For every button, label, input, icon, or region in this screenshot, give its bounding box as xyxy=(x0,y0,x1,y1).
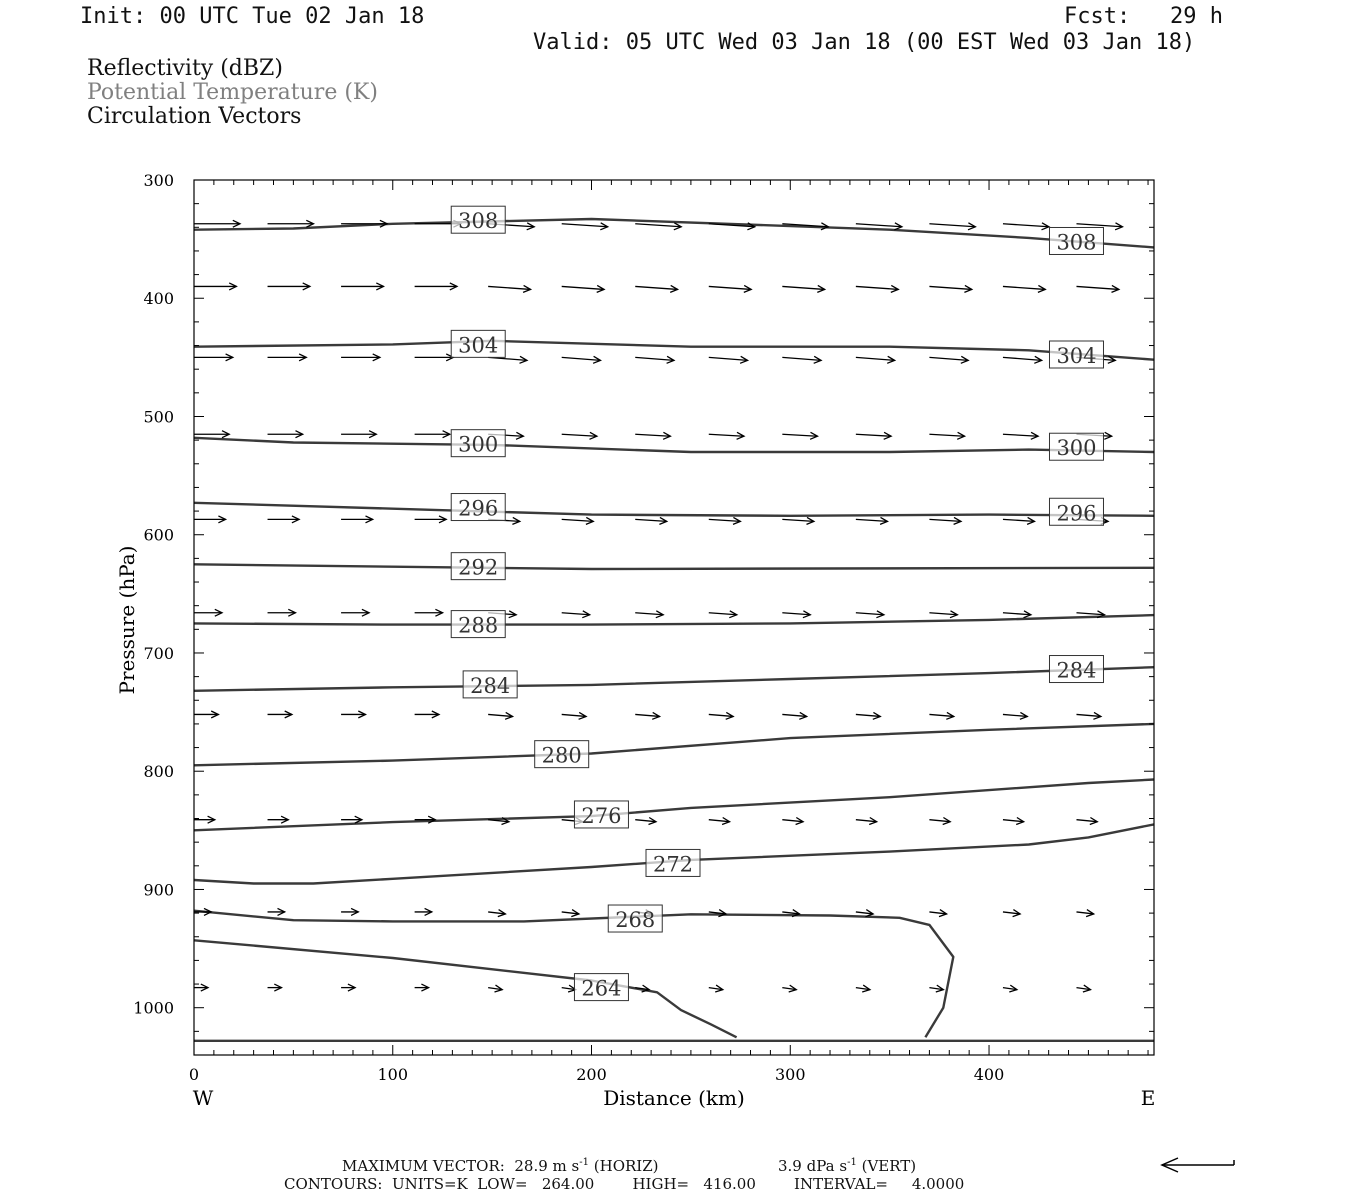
contour-label-300 xyxy=(451,430,505,457)
circulation-vector xyxy=(929,432,964,439)
circulation-vector xyxy=(268,609,296,616)
vector-shaft xyxy=(1003,434,1038,436)
circulation-vector xyxy=(782,432,817,439)
init-time: Init: 00 UTC Tue 02 Jan 18 xyxy=(80,4,425,29)
vector-shaft xyxy=(635,434,670,436)
circulation-vector xyxy=(782,285,824,292)
circulation-vector xyxy=(488,712,512,719)
contour-label-text: 296 xyxy=(458,496,499,521)
contour-label-text: 268 xyxy=(615,908,656,933)
contour-label-304 xyxy=(1049,341,1103,368)
circulation-vector xyxy=(1076,818,1097,825)
circulation-vector xyxy=(562,712,586,719)
y-tick-label: 700 xyxy=(143,643,174,663)
contour-label-268 xyxy=(608,905,662,932)
circulation-vector xyxy=(709,611,737,618)
theta-contour-304 xyxy=(194,341,1154,360)
theta-contour-284 xyxy=(194,667,1154,691)
circulation-vector xyxy=(562,356,601,363)
vector-shaft xyxy=(929,519,961,521)
circulation-vector xyxy=(709,985,723,992)
circulation-vector xyxy=(929,517,961,524)
circulation-vector xyxy=(635,611,663,618)
contour-label-text: 308 xyxy=(458,209,499,234)
circulation-vector xyxy=(341,516,373,523)
circulation-vector xyxy=(268,984,282,991)
circulation-vector xyxy=(1003,910,1020,917)
theta-contour-300 xyxy=(194,438,1154,452)
theta-contour-276 xyxy=(194,780,1154,831)
circulation-vector xyxy=(1076,712,1100,719)
circulation-vector xyxy=(488,285,530,292)
contour-label-text: 264 xyxy=(581,976,622,1001)
vector-shaft xyxy=(782,286,824,289)
horiz-value: 28.9 m s xyxy=(514,1157,580,1175)
contour-label-276 xyxy=(574,801,628,828)
contour-label-text: 300 xyxy=(1056,436,1097,461)
circulation-vector xyxy=(856,985,870,992)
max-vector-line xyxy=(342,1158,659,1174)
vector-shaft xyxy=(1076,286,1118,289)
circulation-vector xyxy=(856,285,898,292)
circulation-vector xyxy=(415,984,429,991)
vector-shaft xyxy=(856,286,898,289)
vector-shaft xyxy=(488,286,530,289)
circulation-vector xyxy=(415,354,454,361)
contour-label-284 xyxy=(1049,656,1103,683)
theta-contour-296 xyxy=(194,503,1154,516)
horiz-tag: (HORIZ) xyxy=(593,1157,659,1175)
circulation-vector xyxy=(929,356,968,363)
contour-label-text: 292 xyxy=(458,555,499,580)
legend-potential-temperature: Potential Temperature (K) xyxy=(87,80,378,105)
circulation-vector xyxy=(782,985,796,992)
y-tick-label: 600 xyxy=(143,525,174,545)
circulation-vector xyxy=(709,818,730,825)
vector-shaft xyxy=(856,224,902,227)
circulation-vector xyxy=(562,611,590,618)
vector-shaft xyxy=(562,286,604,289)
contour-label-300 xyxy=(1049,433,1103,460)
vector-shaft xyxy=(709,286,751,289)
vector-shaft xyxy=(709,357,748,360)
contour-label-292 xyxy=(451,553,505,580)
circulation-vector xyxy=(194,816,215,823)
contour-label-304 xyxy=(451,330,505,357)
contour-label-text: 276 xyxy=(581,803,622,828)
circulation-vector xyxy=(194,711,218,718)
circulation-vector xyxy=(782,712,806,719)
circulation-vector xyxy=(635,712,659,719)
contour-label-text: 304 xyxy=(1056,344,1097,368)
vector-shaft xyxy=(562,434,597,436)
circulation-vector xyxy=(341,283,383,290)
circulation-vector xyxy=(635,285,677,292)
theta-contour-280 xyxy=(194,724,1154,765)
vector-shaft xyxy=(562,224,608,227)
legend-circulation-vectors: Circulation Vectors xyxy=(87,104,302,129)
contour-label-text: 300 xyxy=(458,432,499,457)
y-tick-label: 1000 xyxy=(133,998,174,1018)
circulation-vector xyxy=(635,432,670,439)
circulation-vector xyxy=(1076,985,1090,992)
contour-label-text: 280 xyxy=(541,743,582,768)
circulation-vector xyxy=(194,908,211,915)
circulation-vector xyxy=(856,517,888,524)
vector-shaft xyxy=(709,434,744,436)
circulation-vector xyxy=(929,910,946,917)
theta-contour-268 xyxy=(194,911,953,1038)
circulation-vector xyxy=(194,984,208,991)
contour-label-296 xyxy=(451,494,505,521)
circulation-vector xyxy=(194,220,240,227)
circulation-vector xyxy=(562,910,579,917)
circulation-vector xyxy=(1003,517,1035,524)
circulation-vector xyxy=(856,432,891,439)
circulation-vector xyxy=(929,985,943,992)
contour-label-288 xyxy=(451,611,505,638)
circulation-vector xyxy=(1003,712,1027,719)
circulation-vector xyxy=(415,431,450,438)
circulation-vector xyxy=(1003,432,1038,439)
circulation-vector xyxy=(1003,818,1024,825)
vector-shaft xyxy=(635,357,674,360)
plot-frame xyxy=(194,180,1154,1055)
vector-shaft xyxy=(782,434,817,436)
vector-shaft xyxy=(929,286,971,289)
contour-label-296 xyxy=(1049,498,1103,525)
circulation-vector xyxy=(1003,285,1045,292)
contour-label-text: 272 xyxy=(652,852,694,877)
vector-shaft xyxy=(929,357,968,360)
x-tick-label: 200 xyxy=(576,1065,607,1084)
vector-shaft xyxy=(562,519,594,521)
circulation-vector xyxy=(856,356,895,363)
x-axis-east-label: E xyxy=(1140,1086,1156,1110)
circulation-vector xyxy=(415,711,439,718)
x-tick-label: 300 xyxy=(774,1065,806,1084)
circulation-vector xyxy=(341,431,376,438)
circulation-vector xyxy=(268,711,292,718)
x-tick-label: 400 xyxy=(973,1065,1005,1084)
circulation-vector xyxy=(1076,910,1093,917)
circulation-vector xyxy=(562,432,597,439)
reference-vector xyxy=(1162,1158,1234,1172)
circulation-vector xyxy=(341,984,355,991)
vert-tag: (VERT) xyxy=(861,1157,917,1175)
circulation-vector xyxy=(709,432,744,439)
circulation-vector xyxy=(856,818,877,825)
vert-vector-line xyxy=(778,1158,916,1174)
circulation-vector xyxy=(194,354,233,361)
vector-shaft xyxy=(1076,224,1122,227)
circulation-vector xyxy=(341,908,358,915)
y-tick-label: 900 xyxy=(143,880,174,900)
contour-label-text: 284 xyxy=(1056,658,1097,683)
circulation-vector xyxy=(709,517,741,524)
y-tick-label: 800 xyxy=(143,762,174,782)
circulation-vector xyxy=(929,818,950,825)
vector-shaft xyxy=(1003,357,1042,360)
vector-shaft xyxy=(856,434,891,436)
circulation-vector xyxy=(562,517,594,524)
circulation-vector xyxy=(194,431,229,438)
contours-info: CONTOURS: UNITS=K LOW= 264.00 HIGH= 416.00 INTERVAL= 4.0000 xyxy=(284,1175,965,1193)
circulation-vector xyxy=(856,611,884,618)
circulation-vector xyxy=(929,285,971,292)
circulation-vector xyxy=(268,516,300,523)
vector-shaft xyxy=(635,286,677,289)
theta-contour-264 xyxy=(194,940,737,1037)
y-axis-label: Pressure (hPa) xyxy=(115,545,139,695)
x-tick-label: 0 xyxy=(188,1065,200,1084)
circulation-vector xyxy=(709,285,751,292)
circulation-vector xyxy=(268,816,289,823)
circulation-vector xyxy=(194,609,222,616)
vector-shaft xyxy=(1003,519,1035,521)
circulation-vector xyxy=(268,283,310,290)
circulation-vector xyxy=(929,712,953,719)
legend-reflectivity: Reflectivity (dBZ) xyxy=(87,56,283,81)
circulation-vector xyxy=(782,356,821,363)
contour-label-308 xyxy=(451,206,505,233)
circulation-vector xyxy=(635,818,656,825)
vector-shaft xyxy=(1003,286,1045,289)
circulation-vector xyxy=(341,354,380,361)
contour-label-text: 284 xyxy=(470,673,511,698)
circulation-vector xyxy=(1003,611,1031,618)
circulation-vector xyxy=(415,283,457,290)
circulation-vector xyxy=(562,285,604,292)
vector-shaft xyxy=(635,519,667,521)
circulation-vector xyxy=(856,712,880,719)
contour-label-272 xyxy=(646,849,700,876)
circulation-vector xyxy=(709,712,733,719)
contour-label-text: 308 xyxy=(1056,230,1097,255)
circulation-vector xyxy=(782,818,803,825)
circulation-vector xyxy=(929,223,975,230)
circulation-vector xyxy=(562,223,608,230)
circulation-vector xyxy=(562,985,576,992)
circulation-vector xyxy=(268,354,307,361)
circulation-vector xyxy=(1003,223,1049,230)
circulation-vector xyxy=(194,283,236,290)
vert-value: 3.9 dPa s xyxy=(778,1157,848,1175)
y-tick-label: 300 xyxy=(143,171,174,190)
vector-shaft xyxy=(856,357,895,360)
circulation-vector xyxy=(268,220,314,227)
y-tick-label: 400 xyxy=(143,289,174,309)
contour-label-264 xyxy=(574,974,628,1001)
contour-label-308 xyxy=(1049,227,1103,254)
contour-label-280 xyxy=(535,741,589,768)
circulation-vector xyxy=(488,985,502,992)
x-axis-west-label: W xyxy=(192,1086,214,1110)
circulation-vector xyxy=(1003,356,1042,363)
circulation-vector xyxy=(415,609,443,616)
circulation-vector xyxy=(1003,985,1017,992)
circulation-vector xyxy=(268,431,303,438)
circulation-vector xyxy=(635,517,667,524)
vector-shaft xyxy=(856,519,888,521)
horiz-exponent: -1 xyxy=(579,1157,589,1168)
circulation-vector xyxy=(488,910,505,917)
circulation-vector xyxy=(341,816,362,823)
vector-shaft xyxy=(1003,224,1049,227)
max-vector-label: MAXIMUM VECTOR: xyxy=(342,1157,505,1175)
vector-shaft xyxy=(929,224,975,227)
theta-contour-292 xyxy=(194,564,1154,569)
forecast-hour: Fcst: 29 h xyxy=(1064,4,1223,29)
circulation-vector xyxy=(709,356,748,363)
circulation-vector xyxy=(1076,285,1118,292)
circulation-vector xyxy=(782,517,814,524)
vector-shaft xyxy=(562,357,601,360)
circulation-vector xyxy=(341,609,369,616)
valid-time: Valid: 05 UTC Wed 03 Jan 18 (00 EST Wed 03 Jan 18) xyxy=(533,30,1196,55)
theta-contour-288 xyxy=(194,615,1154,625)
circulation-vector xyxy=(415,908,432,915)
vector-shaft xyxy=(709,519,741,521)
contour-label-284 xyxy=(463,671,517,698)
y-tick-label: 500 xyxy=(143,407,174,427)
vector-shaft xyxy=(635,224,681,227)
vert-exponent: -1 xyxy=(847,1157,857,1168)
circulation-vector xyxy=(635,356,674,363)
x-tick-label: 100 xyxy=(377,1065,409,1084)
contour-label-text: 304 xyxy=(458,333,499,358)
x-axis-label: Distance (km) xyxy=(603,1086,745,1110)
circulation-vector xyxy=(635,223,681,230)
circulation-vector xyxy=(194,516,226,523)
vector-shaft xyxy=(929,434,964,436)
vector-shaft xyxy=(782,357,821,360)
circulation-vector xyxy=(268,908,285,915)
circulation-vector xyxy=(341,711,365,718)
theta-contour-308 xyxy=(194,219,1154,247)
vector-shaft xyxy=(782,519,814,521)
circulation-vector xyxy=(929,611,957,618)
contour-label-text: 296 xyxy=(1056,501,1097,526)
contour-label-text: 288 xyxy=(458,613,499,638)
circulation-vector xyxy=(415,516,447,523)
circulation-vector xyxy=(782,611,810,618)
